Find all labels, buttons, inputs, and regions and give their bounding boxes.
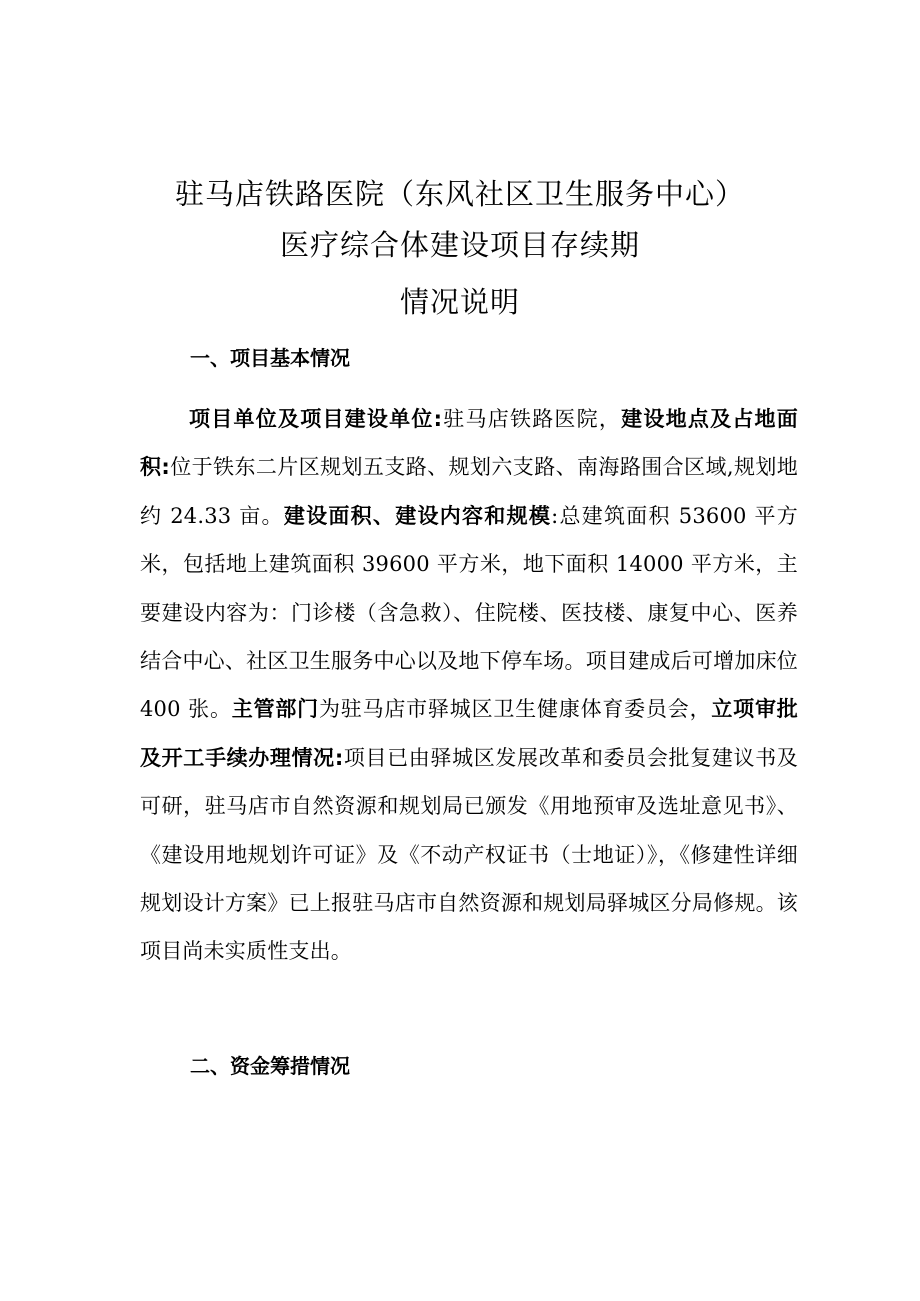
text-project-unit: 驻马店铁路医院， — [442, 407, 622, 431]
text-competent-department: 为驻马店市驿城区卫生健康体育委员会， — [318, 697, 712, 722]
text-approval-status: 项目已由驿城区发展改革和委员会批复建议书及可研，驻马店市自然资源和规划局已颁发《用地预审及选址意见书》、《建设用地规划许可证》及《不动产权证书（士地证）》，《修建性详细规划设计方案》已上报驻马店市自然资源和规划局驿城区分局修规。该项目尚未实质性支出。 — [140, 745, 798, 964]
label-construction-scale: 建设面积、建设内容和规模 — [283, 503, 552, 528]
project-description-paragraph — [140, 395, 798, 976]
section-heading-funding: 二、资金筹措情况 — [190, 1054, 350, 1078]
label-project-unit: 项目单位及项目建设单位: — [188, 407, 443, 431]
text-construction-scale: :总建筑面积 53600 平方米，包括地上建筑面积 39600 平方米，地下面积 14000 平方米，主要建设内容为：门诊楼（含急救）、住院楼、医技楼、康复中心、医养结合中心、社区卫生服务中心以及地下停车场。项目建成后可增加床位 400 张。 — [140, 503, 798, 722]
label-location-area: 建设地点及占地面积: — [140, 407, 798, 480]
section-heading-basic-info: 一、项目基本情况 — [190, 346, 350, 370]
document-title-line-1: 驻马店铁路医院（东风社区卫生服务中心） — [174, 177, 745, 211]
document-title-line-3: 情况说明 — [399, 285, 520, 319]
label-competent-department: 主管部门 — [231, 697, 319, 722]
document-title-line-2: 医疗综合体建设项目存续期 — [279, 228, 640, 262]
text-location-area: 位于铁东二片区规划五支路、规划六支路、南海路围合区域,规划地约 24.33 亩。 — [140, 455, 798, 528]
label-approval-status: 立项审批及开工手续办理情况: — [140, 697, 798, 770]
